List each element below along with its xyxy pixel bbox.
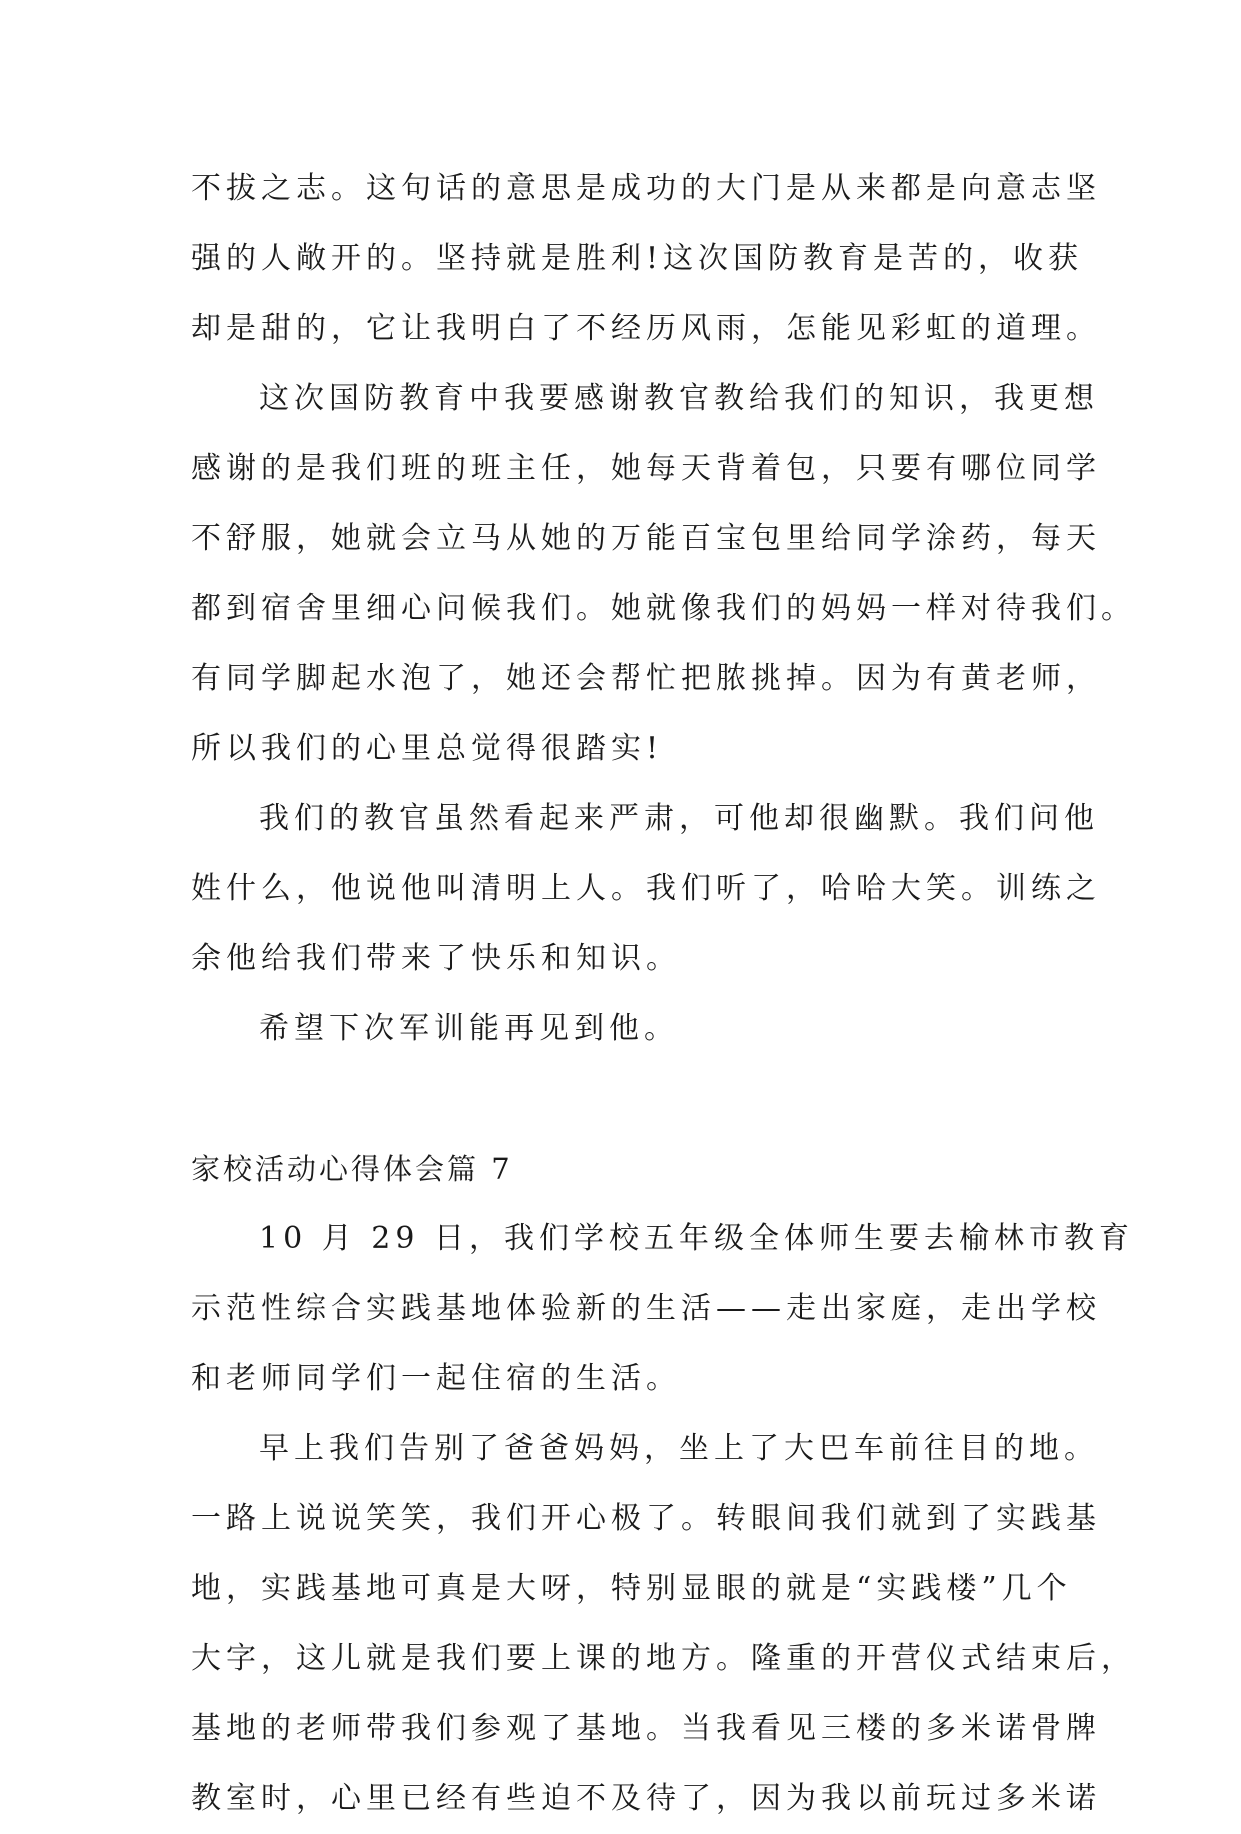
text-line: 大字，这儿就是我们要上课的地方。隆重的开营仪式结束后，: [191, 1641, 1136, 1676]
text-line: 都到宿舍里细心问候我们。她就像我们的妈妈一样对待我们。: [191, 591, 1136, 626]
text-line: 强的人敞开的。坚持就是胜利!这次国防教育是苦的，收获: [191, 241, 1084, 276]
paragraph: [191, 1204, 1134, 1414]
text-line: 早上我们告别了爸爸妈妈，坐上了大巴车前往目的地。: [259, 1431, 1099, 1466]
text-line: 基地的老师带我们参观了基地。当我看见三楼的多米诺骨牌: [191, 1711, 1101, 1746]
text-line: 却是甜的，它让我明白了不经历风雨，怎能见彩虹的道理。: [191, 311, 1101, 346]
text-line: 有同学脚起水泡了，她还会帮忙把脓挑掉。因为有黄老师，: [191, 661, 1101, 696]
document-body: [191, 154, 1136, 1834]
text-line: 希望下次军训能再见到他。: [259, 1011, 679, 1046]
text-line: 教室时，心里已经有些迫不及待了，因为我以前玩过多米诺: [191, 1781, 1101, 1816]
text-line: 10 月 29 日，我们学校五年级全体师生要去榆林市教育: [259, 1221, 1134, 1256]
paragraph: [191, 994, 1071, 1064]
text-line: 姓什么，他说他叫清明上人。我们听了，哈哈大笑。训练之: [191, 871, 1101, 906]
text-line: 感谢的是我们班的班主任，她每天背着包，只要有哪位同学: [191, 451, 1101, 486]
paragraph: [191, 154, 1101, 364]
text-line: 不拔之志。这句话的意思是成功的大门是从来都是向意志坚: [191, 171, 1101, 206]
text-line: 示范性综合实践基地体验新的生活——走出家庭，走出学校: [191, 1291, 1101, 1326]
text-line: 不舒服，她就会立马从她的万能百宝包里给同学涂药，每天: [191, 521, 1101, 556]
text-line: 一路上说说笑笑，我们开心极了。转眼间我们就到了实践基: [191, 1501, 1101, 1536]
paragraph: [191, 364, 1136, 784]
text-line: 余他给我们带来了快乐和知识。: [191, 941, 681, 976]
text-line: 我们的教官虽然看起来严肃，可他却很幽默。我们问他: [259, 801, 1099, 836]
paragraph: [191, 1414, 1136, 1834]
section-heading: 家校活动心得体会篇 7: [191, 1152, 513, 1186]
text-line: 地，实践基地可真是大呀，特别显眼的就是“实践楼”几个: [191, 1571, 1072, 1606]
text-line: 这次国防教育中我要感谢教官教给我们的知识，我更想: [259, 381, 1099, 416]
section-spacer: [191, 1064, 1071, 1134]
text-line: 所以我们的心里总觉得很踏实!: [191, 731, 664, 766]
text-line: 和老师同学们一起住宿的生活。: [191, 1361, 681, 1396]
paragraph: [191, 784, 1101, 994]
